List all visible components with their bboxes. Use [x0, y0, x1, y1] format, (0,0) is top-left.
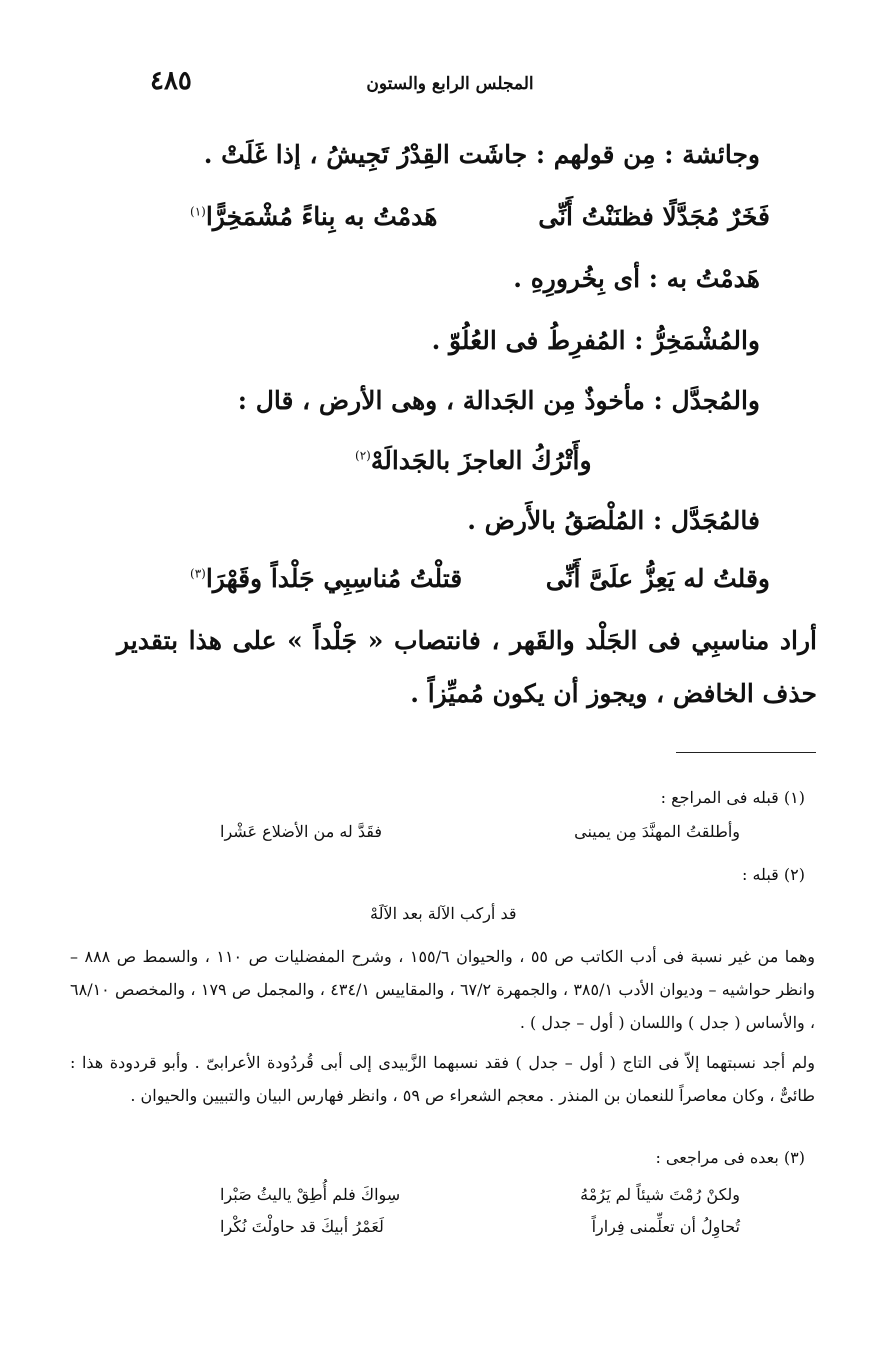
body-line-4: والمُجدَّل : مأخوذٌ مِن الجَدالة ، وهى الأرض ، قال :	[237, 386, 760, 415]
footnote-2-paragraph-1: وهما من غير نسبة فى أدب الكاتب ص ٥٥ ، والحيوان ١٥٥/٦ ، وشرح المفضليات ص ١١٠ ، والسمط ص ٨٨٨ – وانظر حواشيه – وديوان الأدب ٣٨٥/١ ، والجمهرة ٦٧/٢ ، والمقاييس ٤٣٤/١ ، والمجمل ص ١٧٩ ، والمخصص ٦٨/١٠ ، والأساس ( جدل ) واللسان ( أول – جدل ) .	[70, 947, 816, 1032]
footnote-3-verse-1-left: سِواكَ فلم أُطِقْ ياليثُ صَبْرا	[220, 1185, 401, 1204]
footnote-3-verse-2-left: لَعَمْرُ أبيكَ قد حاولْتَ نُكْرا	[220, 1217, 384, 1236]
footnote-ref-2: (٢)	[355, 448, 371, 463]
footnote-divider	[676, 752, 816, 753]
body-line-5: فالمُجَدَّل : المُلْصَقُ بالأَرض .	[467, 506, 760, 535]
footnote-2-intro: (٢) قبله :	[742, 865, 805, 884]
running-header-title: المجلس الرابع والستون	[366, 74, 534, 94]
page-number: ٤٨٥	[150, 66, 192, 96]
body-line-1: وجائشة : مِن قولهم : جاشَت القِدْرُ تَجِيشُ ، إذا غَلَتْ .	[203, 140, 760, 169]
footnote-1-intro: (١) قبله فى المراجع :	[660, 788, 805, 807]
footnote-3-verse-1-right: ولكنْ رُمْتَ شيئاً لم يَرُمْهُ	[580, 1185, 740, 1204]
body-line-3: والمُشْمَخِرُّ : المُفرِطُ فى العُلُوّ .	[431, 326, 760, 355]
verse-3-hemistich-left-text: قتلْتُ مُناسِبِي جَلْداً وقَهْرَا	[205, 564, 463, 593]
footnote-3-intro: (٣) بعده فى مراجعى :	[655, 1148, 805, 1167]
verse-1-hemistich-left-text: هَدمْتُ به بِناءً مُشْمَخِرًّا	[205, 202, 438, 231]
footnote-1-verse-right: وأطلقتُ المهنَّدَ مِن يمينى	[574, 822, 740, 841]
footnote-ref-1: (١)	[190, 204, 206, 219]
verse-1-hemistich-right: فَخَرٌ مُجَدَّلًا فظنَنْتُ أَنِّى	[538, 202, 770, 231]
body-paragraph: أراد مناسبِي فى الجَلْد والقَهر ، فانتصاب « جَلْداً » على هذا بتقدير حذف الخافض ، ويجوز أن يكون مُميِّزاً .	[117, 626, 817, 708]
verse-1-hemistich-left	[190, 202, 437, 232]
footnote-2-paragraph-2: ولم أجد نسبتهما إلاّ فى التاج ( أول – جدل ) فقد نسبهما الزَّبيدى إلى أبى قُردُودة الأعرابىّ . وأبو قردودة هذا : طائىٌّ ، وكان معاصراً للنعمان بن المنذر . معجم الشعراء ص ٥٩ ، وانظر فهارس البيان والتبيين والحيوان .	[70, 1053, 815, 1105]
verse-3-hemistich-right: وقلتُ له يَعِزُّ علَىَّ أَنِّى	[545, 564, 770, 593]
verse-3-hemistich-left	[190, 564, 462, 594]
verse-2	[355, 446, 592, 476]
footnote-2-verse: قد أركب الآلة بعد الآلَهْ	[370, 904, 517, 923]
body-line-2: هَدمْتُ به : أى بِخُرورِهِ .	[513, 264, 760, 293]
footnote-1-verse-left: فقَدَّ له من الأضلاع عَشْرا	[220, 822, 383, 841]
verse-2-text: وأَتْرُكُ العاجزَ بالجَدالَهْ	[370, 446, 592, 475]
footnote-3-verse-2-right: تُحاوِلُ أن تعلِّمنى فِراراً	[591, 1217, 740, 1236]
footnote-ref-3: (٣)	[190, 566, 206, 581]
